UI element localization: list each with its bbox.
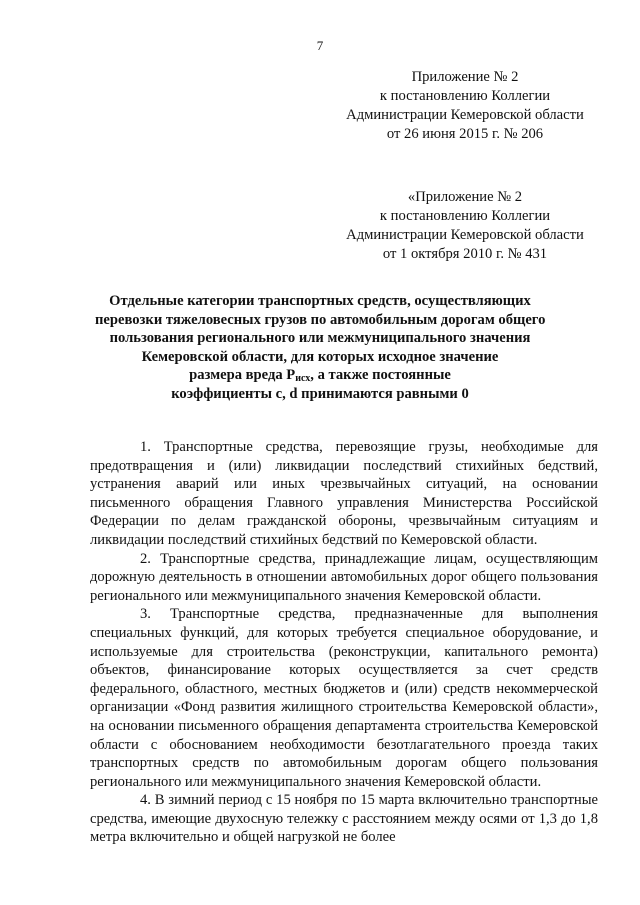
title-line: перевозки тяжеловесных грузов по автомобильным дорогам общего — [95, 311, 546, 328]
paragraph-2: 2. Транспортные средства, принадлежащие лицам, осуществляющим дорожную деятельность в отношении автомобильных дорог общего пользования регионального или межмуниципального значения Кемеровской области. — [90, 550, 598, 604]
appendix-line: от 1 октября 2010 г. № 431 — [382, 246, 548, 262]
page-number: 7 — [316, 38, 324, 53]
appendix-line: к постановлению Коллегии — [379, 208, 551, 224]
document-body — [90, 438, 598, 847]
appendix-header-original — [320, 188, 610, 264]
appendix-line: к постановлению Коллегии — [379, 88, 551, 104]
title-line: Кемеровской области, для которых исходное значение — [141, 348, 499, 365]
paragraph-1: 1. Транспортные средства, перевозящие грузы, необходимые для предотвращения и (или) ликвидации последствий стихийных бедствий, устранения аварий или иных чрезвычайных ситуаций, на основании письменного обращения Главного управления Министерства Российской Федерации по делам гражданской обороны, чрезвычайным ситуациям и ликвидации последствий стихийных бедствий по Кемеровской области. — [90, 439, 598, 548]
subscript-ish: исх — [295, 373, 311, 385]
appendix-line: Приложение № 2 — [411, 69, 519, 85]
title-line: пользования регионального или межмуниципального значения — [109, 330, 531, 347]
appendix-header-current — [320, 68, 610, 144]
appendix-line: Администрации Кемеровской области — [346, 227, 584, 243]
document-title — [95, 292, 545, 404]
appendix-line: «Приложение № 2 — [407, 189, 523, 205]
title-line: коэффициенты с, d принимаются равными 0 — [171, 385, 469, 402]
paragraph-3: 3. Транспортные средства, предназначенные для выполнения специальных функций, для которых требуется специальное оборудование, и используемые для строительства (реконструкции, капитального ремонта) объектов, финансирование которых осуществляется за счет средств федерального, областного, местных бюджетов и (или) средств некоммерческой организации «Фонд развития жилищного строительства Кемеровской области», на основании письменного обращения департамента строительства Кемеровской области с обоснованием необходимости безотлагательного проезда таких транспортных средств по автомобильным дорогам общего пользования регионального или межмуниципального значения Кемеровской области. — [90, 606, 598, 790]
title-line — [95, 366, 545, 385]
appendix-line: Администрации Кемеровской области — [346, 107, 584, 123]
paragraph-4: 4. В зимний период с 15 ноября по 15 марта включительно транспортные средства, имеющие двухосную тележку с расстоянием между осями от 1,3 до 1,8 метра включительно и общей нагрузкой не более — [90, 792, 598, 846]
title-line: Отдельные категории транспортных средств, осуществляющих — [109, 293, 531, 309]
appendix-line: от 26 июня 2015 г. № 206 — [386, 126, 544, 142]
title-text: , а также постоянные — [310, 367, 451, 384]
title-text: размера вреда Р — [189, 367, 296, 384]
